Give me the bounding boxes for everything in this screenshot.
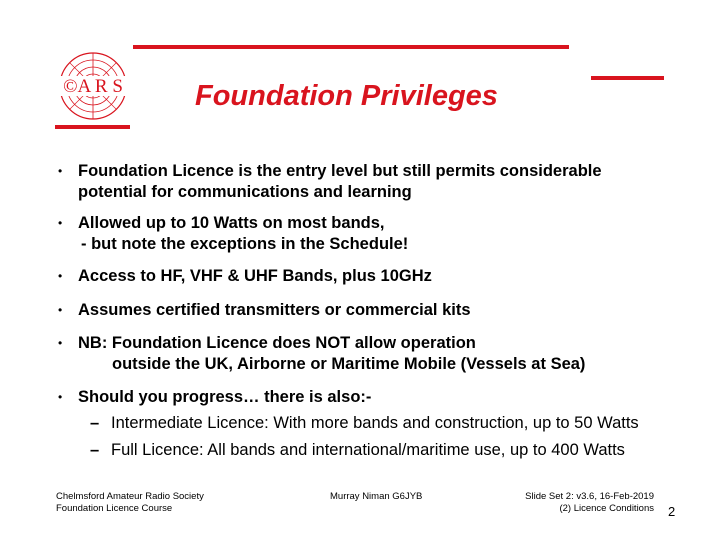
left-rule [55, 125, 130, 129]
svg-text:©A R S: ©A R S [63, 76, 123, 97]
bullet-5-line2: outside the UK, Airborne or Maritime Mobile (Vessels at Sea) [112, 355, 586, 373]
bullet-5-line1: NB: Foundation Licence does NOT allow operation [78, 334, 476, 352]
bullet-dot: • [58, 303, 63, 317]
bullet-3-line1: Access to HF, VHF & UHF Bands, plus 10GHz [78, 267, 432, 285]
bullet-6-line1: Should you progress… there is also:- [78, 388, 372, 406]
sub-bullet-1-text: Intermediate Licence: With more bands and construction, up to 50 Watts [111, 414, 639, 432]
sub-bullet-dash: – [90, 441, 100, 459]
footer-slide-set: Slide Set 2: v3.6, 16-Feb-2019 [525, 491, 654, 502]
sub-bullet-2-text: Full Licence: All bands and international/maritime use, up to 400 Watts [111, 441, 625, 459]
page-number: 2 [668, 504, 676, 519]
footer-author: Murray Niman G6JYB [330, 491, 423, 502]
footer-left [56, 491, 204, 515]
bullet-dot: • [58, 269, 63, 283]
cars-logo [55, 50, 131, 122]
bullet-dot: • [58, 164, 63, 178]
footer-section: (2) Licence Conditions [559, 503, 654, 514]
bullet-1-line1: Foundation Licence is the entry level but still permits considerable [78, 162, 602, 180]
bullet-dot: • [58, 216, 63, 230]
bullet-dot: • [58, 390, 63, 404]
sub-bullet-dash: – [90, 414, 100, 432]
footer-course: Foundation Licence Course [56, 503, 173, 514]
bullet-2-line2: - but note the exceptions in the Schedule! [81, 235, 409, 253]
bullet-dot: • [58, 336, 63, 350]
footer-society: Chelmsford Amateur Radio Society [56, 491, 204, 502]
bullet-1-line2: potential for communications and learning [78, 183, 412, 201]
bullet-4-line1: Assumes certified transmitters or commercial kits [78, 301, 471, 319]
top-rule [133, 45, 569, 49]
slide-title: Foundation Privileges [195, 80, 498, 112]
bullet-2-line1: Allowed up to 10 Watts on most bands, [78, 214, 385, 232]
footer-right [490, 491, 654, 515]
right-rule [591, 76, 664, 80]
